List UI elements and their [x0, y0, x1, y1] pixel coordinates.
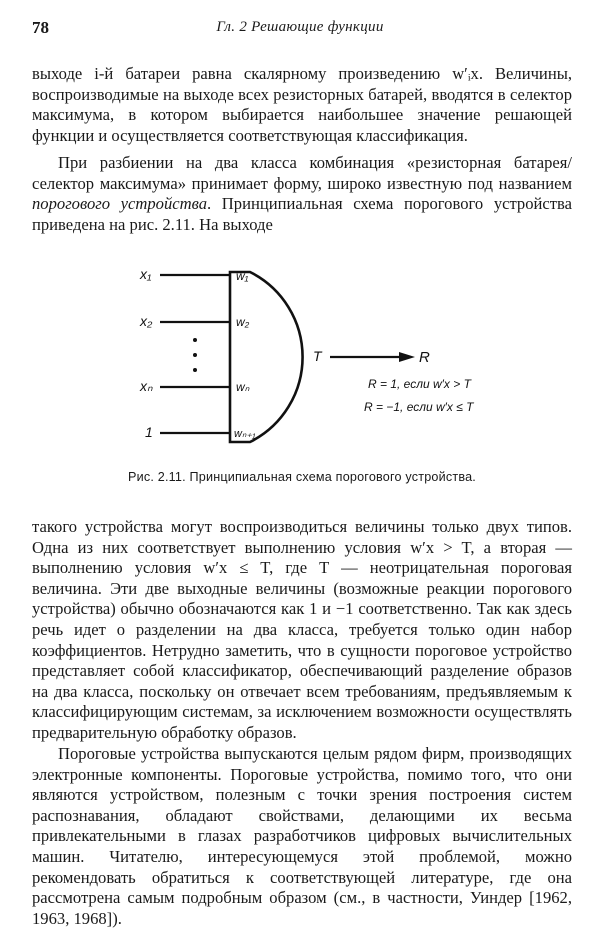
ellipsis-dot: [193, 353, 197, 357]
device-body: [230, 272, 303, 442]
ellipsis-dot: [193, 368, 197, 372]
threshold-device-svg: [135, 260, 485, 450]
threshold-device-diagram: [135, 260, 485, 450]
paragraph-1: выходе i-й батареи равна скалярному произведению w′ᵢx. Величины, воспроизводимые на выходе всех резисторных батарей, вводятся в селектор максимума, в котором выбирается наибольшее значение решающей функции и осуществляется соответствующая классификация.: [32, 64, 572, 145]
paragraph-4: Пороговые устройства выпускаются целым рядом фирм, производящих электронные компоненты. Пороговые устройства, помимо того, что они являются устройством, полезным с точки зрения построения систем распознавания, обладают свойствами, делающими их весьма привлекательными в глазах разработчиков цифровых вычислительных машин. Читателю, интересующемуся этой проблемой, можно рекомендовать обратиться к соответствующей литературе, где она рассмотрена самым подробным образом (см., в частности, Уиндер [1962, 1963, 1968]).: [32, 744, 572, 928]
ellipsis-dot: [193, 338, 197, 342]
threshold-label: T: [313, 348, 322, 364]
threshold-device-term: порогового устройства: [32, 194, 207, 214]
weight-label-wn: wₙ: [236, 380, 250, 394]
output-rule-positive: R = 1, если w′x > T: [368, 377, 471, 391]
output-rule-negative: R = −1, если w′x ≤ T: [364, 400, 474, 414]
figure-caption: Рис. 2.11. Принципиальная схема порогового устройства.: [128, 470, 476, 484]
output-arrow-head: [399, 352, 415, 362]
weight-label-wn1: wₙ₊₁: [234, 428, 256, 440]
page-number: 78: [32, 18, 49, 37]
running-head: Гл. 2 Решающие функции: [216, 19, 384, 35]
paragraph-2-part2: . Принципиальная схема порогового устройства приведена на рис. 2.11. На выходе: [32, 194, 573, 234]
paragraph-2: [32, 153, 572, 235]
input-label-bias: 1: [145, 424, 153, 440]
paragraph-2-part1: При разбиении на два класса комбинация «резисторная батарея/селектор максимума» принимает форму, широко известную под названием: [32, 153, 572, 193]
input-label-x1: x₁: [140, 266, 152, 282]
paragraph-3: такого устройства могут воспроизводиться величины только двух типов. Одна из них соответствует выполнению условия w′x > T, а вторая — выполнению условия w′x ≤ T, где T — неотрицательная пороговая величина. Эти две выходные величины (возможные реакции порогового устройства) обычно обозначаются как 1 и −1 соответственно. Так как здесь речь идет о разделении на два класса, требуется только один набор коэффициентов. Нетрудно заметить, что в сущности пороговое устройство представляет собой классификатор, обеспечивающий разделение образов на два класса, поскольку он отвечает всем требованиям, предъявляемым к классифицирующим системам, за исключением возможности осуществлять предварительную обработку образов.: [32, 517, 572, 742]
weight-label-w2: w₂: [236, 315, 250, 329]
weight-label-w1: w₁: [236, 269, 249, 283]
page-header: [32, 18, 568, 42]
output-label: R: [419, 349, 430, 366]
input-label-x2: x₂: [140, 313, 153, 329]
input-label-xn: xₙ: [140, 378, 153, 394]
